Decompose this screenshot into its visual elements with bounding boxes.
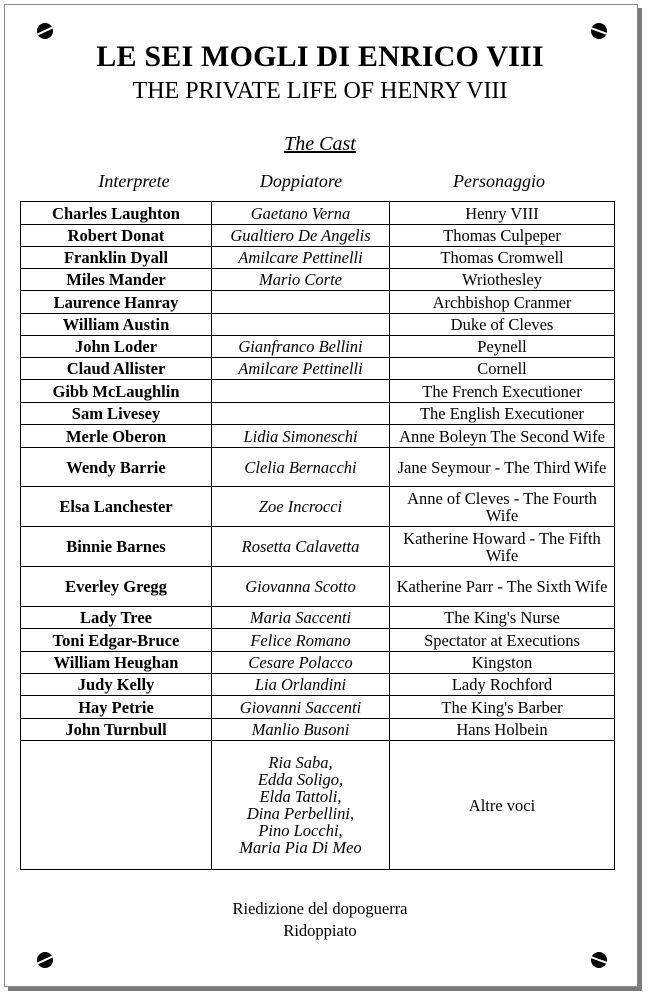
voice-name: Maria Pia Di Meo xyxy=(239,838,362,857)
table-row xyxy=(21,696,615,719)
dubber-cell: Gaetano Verna xyxy=(212,202,390,225)
screw-icon-bottom-left xyxy=(37,952,53,968)
dubber-cell: Rosetta Calavetta xyxy=(212,527,390,567)
dubber-cell xyxy=(212,403,390,425)
screw-icon-top-left xyxy=(37,23,53,39)
column-header-character: Personaggio xyxy=(453,171,545,191)
actor-cell: Wendy Barrie xyxy=(21,448,212,487)
dubber-cell xyxy=(212,741,390,870)
character-cell: Anne Boleyn The Second Wife xyxy=(390,425,615,448)
actor-cell: Robert Donat xyxy=(21,225,212,247)
character-cell: Anne of Cleves - The Fourth Wife xyxy=(390,487,615,527)
actor-cell: Everley Gregg xyxy=(21,567,212,607)
character-cell: Spectator at Executions xyxy=(390,629,615,652)
actor-cell: Toni Edgar-Bruce xyxy=(21,629,212,652)
table-row xyxy=(21,403,615,425)
character-cell: Altre voci xyxy=(390,741,615,870)
dubber-cell: Manlio Busoni xyxy=(212,719,390,741)
actor-cell: Hay Petrie xyxy=(21,696,212,719)
actor-cell: William Heughan xyxy=(21,652,212,674)
actor-cell: Elsa Lanchester xyxy=(21,487,212,527)
dubber-cell: Lidia Simoneschi xyxy=(212,425,390,448)
footer-line-2: Ridoppiato xyxy=(283,921,357,940)
table-row xyxy=(21,567,615,607)
character-cell: The English Executioner xyxy=(390,403,615,425)
table-row-other-voices xyxy=(21,741,615,870)
character-cell: The King's Barber xyxy=(390,696,615,719)
dubber-cell xyxy=(212,314,390,336)
character-cell: Peynell xyxy=(390,336,615,358)
actor-cell: Gibb McLaughlin xyxy=(21,380,212,403)
actor-cell: Judy Kelly xyxy=(21,674,212,696)
character-cell: Cornell xyxy=(390,358,615,380)
dubber-cell: Clelia Bernacchi xyxy=(212,448,390,487)
table-row xyxy=(21,487,615,527)
column-header-actor: Interprete xyxy=(98,171,170,191)
dubber-cell: Zoe Incrocci xyxy=(212,487,390,527)
table-row xyxy=(21,448,615,487)
dubber-cell: Giovanna Scotto xyxy=(212,567,390,607)
actor-cell: Claud Allister xyxy=(21,358,212,380)
dubber-cell: Maria Saccenti xyxy=(212,607,390,629)
character-cell: Duke of Cleves xyxy=(390,314,615,336)
character-cell: Henry VIII xyxy=(390,202,615,225)
cast-table xyxy=(20,201,615,870)
table-row xyxy=(21,269,615,291)
character-cell: Thomas Culpeper xyxy=(390,225,615,247)
page-subtitle: THE PRIVATE LIFE OF HENRY VIII xyxy=(132,78,508,104)
table-row xyxy=(21,380,615,403)
character-cell: The King's Nurse xyxy=(390,607,615,629)
character-cell: Thomas Cromwell xyxy=(390,247,615,269)
character-cell: Katherine Parr - The Sixth Wife xyxy=(390,567,615,607)
dubber-cell: Mario Corte xyxy=(212,269,390,291)
dubber-cell: Gianfranco Bellini xyxy=(212,336,390,358)
actor-cell xyxy=(21,741,212,870)
table-row xyxy=(21,652,615,674)
actor-cell: John Loder xyxy=(21,336,212,358)
actor-cell: Binnie Barnes xyxy=(21,527,212,567)
screw-icon-bottom-right xyxy=(591,952,607,968)
table-row xyxy=(21,719,615,741)
actor-cell: Miles Mander xyxy=(21,269,212,291)
voice-name: Pino Locchi, xyxy=(258,821,343,840)
character-cell: Lady Rochford xyxy=(390,674,615,696)
actor-cell: Franklin Dyall xyxy=(21,247,212,269)
voice-name: Elda Tattoli, xyxy=(259,787,342,806)
table-row xyxy=(21,247,615,269)
character-cell: Jane Seymour - The Third Wife xyxy=(390,448,615,487)
character-cell: Kingston xyxy=(390,652,615,674)
footer-line-1: Riedizione del dopoguerra xyxy=(232,899,408,918)
table-row xyxy=(21,291,615,314)
dubber-cell: Felice Romano xyxy=(212,629,390,652)
table-row xyxy=(21,674,615,696)
dubber-cell xyxy=(212,291,390,314)
actor-cell: William Austin xyxy=(21,314,212,336)
actor-cell: Lady Tree xyxy=(21,607,212,629)
column-header-dubber: Doppiatore xyxy=(259,171,343,191)
voice-name: Dina Perbellini, xyxy=(246,804,355,823)
page-title: LE SEI MOGLI DI ENRICO VIII xyxy=(96,40,544,73)
actor-cell: Laurence Hanray xyxy=(21,291,212,314)
table-row xyxy=(21,336,615,358)
table-row xyxy=(21,425,615,448)
dubber-cell: Amilcare Pettinelli xyxy=(212,358,390,380)
actor-cell: Merle Oberon xyxy=(21,425,212,448)
actor-cell: Sam Livesey xyxy=(21,403,212,425)
character-cell: The French Executioner xyxy=(390,380,615,403)
dubber-cell: Gualtiero De Angelis xyxy=(212,225,390,247)
cast-heading: The Cast xyxy=(284,133,356,155)
table-row xyxy=(21,358,615,380)
dubber-cell: Giovanni Saccenti xyxy=(212,696,390,719)
table-row xyxy=(21,527,615,567)
character-cell: Katherine Howard - The Fifth Wife xyxy=(390,527,615,567)
actor-cell: Charles Laughton xyxy=(21,202,212,225)
table-row xyxy=(21,314,615,336)
dubber-cell: Amilcare Pettinelli xyxy=(212,247,390,269)
table-row xyxy=(21,225,615,247)
character-cell: Hans Holbein xyxy=(390,719,615,741)
table-row xyxy=(21,202,615,225)
dubber-cell: Cesare Polacco xyxy=(212,652,390,674)
voice-name: Ria Saba, xyxy=(268,753,333,772)
table-row xyxy=(21,629,615,652)
dubber-cell: Lia Orlandini xyxy=(212,674,390,696)
voice-name: Edda Soligo, xyxy=(257,770,344,789)
actor-cell: John Turnbull xyxy=(21,719,212,741)
character-cell: Archbishop Cranmer xyxy=(390,291,615,314)
dubber-cell xyxy=(212,380,390,403)
character-cell: Wriothesley xyxy=(390,269,615,291)
table-row xyxy=(21,607,615,629)
screw-icon-top-right xyxy=(591,23,607,39)
